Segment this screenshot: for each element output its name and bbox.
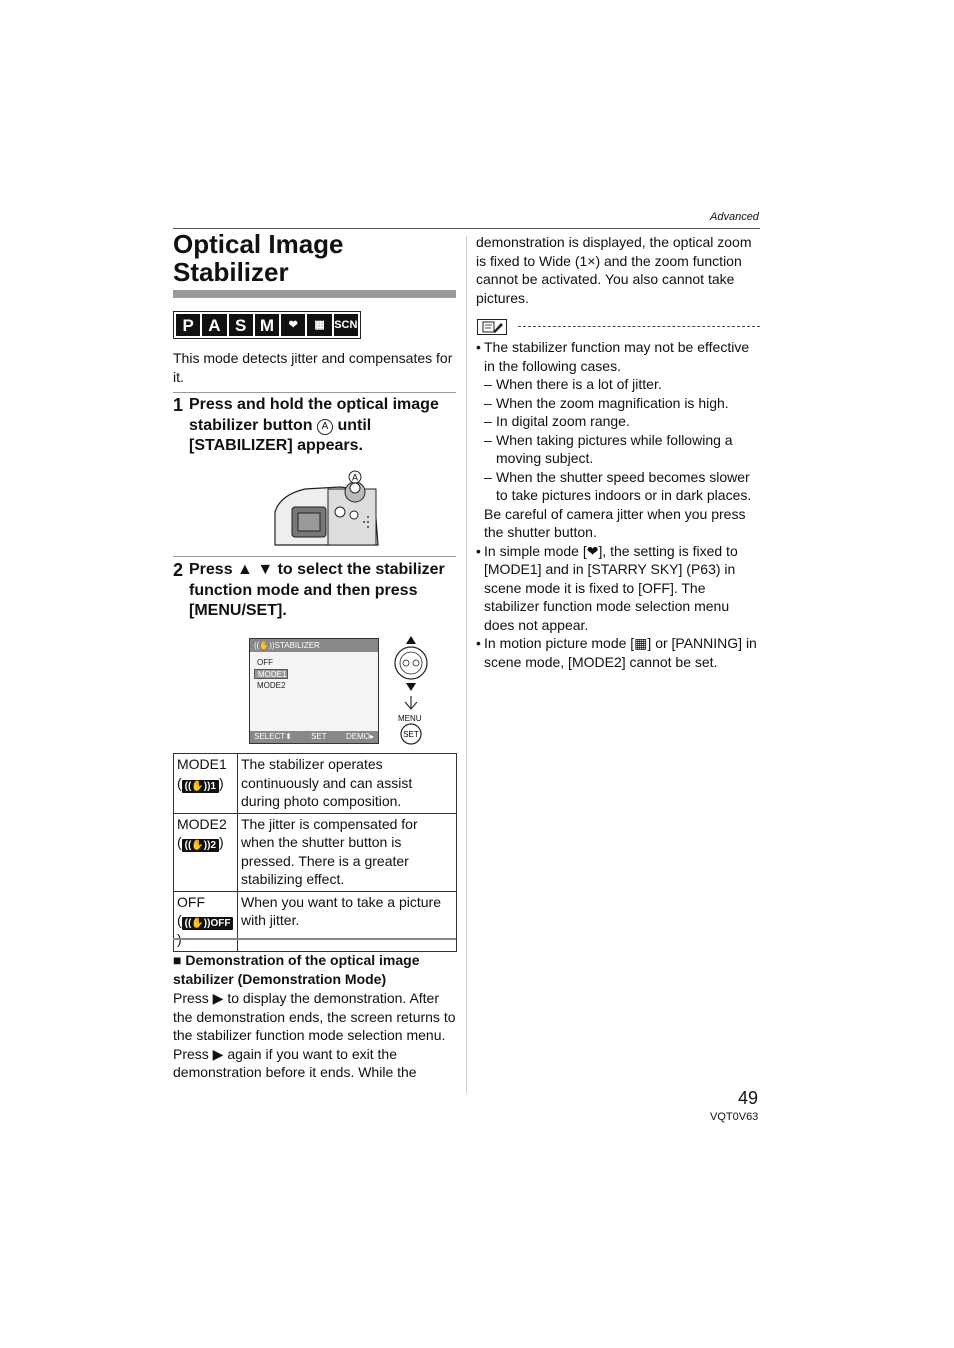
- mode-key: OFF: [177, 893, 205, 910]
- column-divider: [466, 236, 467, 1093]
- mode2-icon: ((✋))2: [182, 839, 219, 852]
- demo-body: Press ▶ to display the demonstration. After the demonstration ends, the screen returns to the stabilizer function mode selection menu. Press ▶ again if you want to exit the demonstration before it ends. While the: [173, 990, 456, 1080]
- mode-key-cell: MODE2 ( ((✋))2 ): [174, 813, 238, 891]
- mode-desc: The jitter is compensated for when the shutter button is pressed. There is a greater stabilizing effect.: [238, 813, 457, 891]
- title-underline: [173, 290, 456, 298]
- screen-footer: [250, 731, 378, 743]
- divider: [173, 556, 456, 557]
- mode-key-cell: OFF ( ((✋))OFF: [174, 891, 238, 951]
- menu-option-off[interactable]: OFF: [257, 658, 273, 667]
- table-row: [174, 813, 457, 891]
- step-number: 1: [173, 395, 184, 415]
- divider: [173, 938, 456, 940]
- screen-title: ((✋))STABILIZER: [250, 639, 378, 652]
- mode-scene-icon: SCN: [334, 314, 358, 336]
- note-bullet: • In motion picture mode [▦] or [PANNING] in scene mode, [MODE2] cannot be set.: [476, 634, 760, 671]
- step-2-text: Press ▲ ▼ to select the stabilizer function mode and then press [MENU/SET].: [189, 561, 445, 619]
- mode-macro-icon: ❤: [281, 314, 305, 336]
- note-icon: [477, 319, 507, 335]
- note-bullet: • In simple mode [❤], the setting is fixed to [MODE1] and in [STARRY SKY] (P63) in scene mode it is fixed to [OFF]. The stabilizer function mode selection menu does not appear.: [476, 542, 760, 635]
- menu-label: MENU: [398, 714, 422, 723]
- note-case: – When the shutter speed becomes slower to take pictures indoors or in dark places.: [476, 468, 760, 505]
- section-label: Advanced: [710, 211, 759, 223]
- page-title: Optical Image Stabilizer: [173, 229, 344, 287]
- mode-a-icon: A: [202, 314, 226, 336]
- step-1-text-end: until [STABILIZER] appears.: [189, 416, 372, 454]
- mode-p-icon: P: [176, 314, 200, 336]
- mode-m-icon: M: [255, 314, 279, 336]
- divider: [173, 392, 456, 393]
- arrow-down-outline-icon: [405, 696, 417, 709]
- note-case: – In digital zoom range.: [476, 412, 760, 431]
- arrow-up-icon: [406, 636, 416, 644]
- mode-desc: The stabilizer operates continuously and can assist during photo composition.: [238, 754, 457, 814]
- mode-desc: When you want to take a picture with jitter.: [238, 891, 457, 951]
- camera-marker-a: A: [351, 472, 359, 483]
- mode-icons: [173, 311, 361, 339]
- mode-key: MODE2: [177, 815, 227, 832]
- footer-demo: DEMO▸: [345, 732, 374, 741]
- demo-heading: ■ Demonstration of the optical image stabilizer (Demonstration Mode): [173, 952, 420, 987]
- menu-option-mode1[interactable]: MODE1: [254, 669, 288, 679]
- table-row: [174, 754, 457, 814]
- set-button-label: SET: [403, 730, 419, 739]
- document-code: VQT0V63: [710, 1111, 759, 1123]
- mode-s-icon: S: [229, 314, 253, 336]
- control-pad: [393, 632, 433, 747]
- note-case: – When the zoom magnification is high.: [476, 394, 760, 413]
- arrow-down-icon: [406, 683, 416, 691]
- step-2: [173, 560, 456, 622]
- off-icon: ((✋))OFF: [182, 917, 234, 930]
- mode-key: MODE1: [177, 756, 227, 772]
- mode-motion-picture-icon: ▦: [307, 314, 331, 336]
- note-dashed-rule: [518, 326, 760, 327]
- demo-continued: demonstration is displayed, the optical zoom is fixed to Wide (1×) and the zoom function cannot be activated. You also cannot take pictures.: [476, 234, 752, 306]
- page-number: 49: [738, 1088, 759, 1108]
- step-1-text: Press and hold the optical image stabilizer button: [189, 396, 439, 434]
- note-case: – When taking pictures while following a moving subject.: [476, 431, 760, 468]
- footer-set: SET: [311, 732, 327, 741]
- mode1-icon: ((✋))1: [182, 780, 219, 793]
- mode-key-cell: MODE1 ( ((✋))1 ): [174, 754, 238, 814]
- step-number: 2: [173, 560, 184, 580]
- mode-table: [173, 753, 457, 952]
- note-case: – When there is a lot of jitter.: [476, 375, 760, 394]
- note-careful: Be careful of camera jitter when you press the shutter button.: [484, 505, 746, 540]
- intro-text: This mode detects jitter and compensates for it.: [173, 350, 453, 385]
- footer-select: SELECT⬍: [254, 732, 292, 741]
- camera-illustration: [270, 467, 380, 547]
- menu-option-mode2[interactable]: MODE2: [257, 681, 286, 690]
- note-bullet: • The stabilizer function may not be effective in the following cases.: [476, 338, 760, 375]
- table-row: [174, 891, 457, 951]
- step-1: [173, 395, 456, 457]
- notes-list: [476, 338, 760, 671]
- stabilizer-menu-screen: [249, 638, 379, 744]
- marker-a: A: [317, 419, 333, 435]
